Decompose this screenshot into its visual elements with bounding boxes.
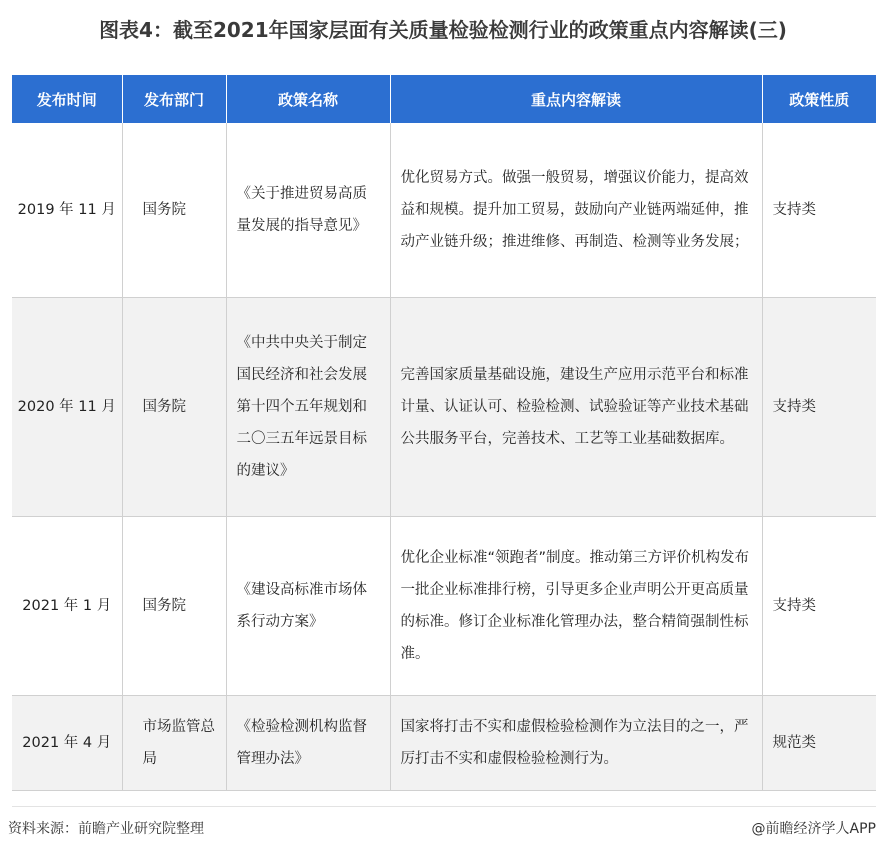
table-row [12,696,876,791]
header-nature: 政策性质 [762,75,876,123]
table-row [12,517,876,696]
cell-content: 优化企业标准“领跑者”制度。推动第三方评价机构发布一批企业标准排行榜，引导更多企业声明公开更高质量的标准。修订企业标准化管理办法，整合精简强制性标准。 [390,517,762,696]
brand-credit: @前瞻经济学人APP [751,821,876,837]
cell-date: 2019 年 11 月 [12,123,122,298]
header-content: 重点内容解读 [390,75,762,123]
cell-nature: 支持类 [762,123,876,298]
table-row [12,123,876,298]
cell-policy: 《建设高标准市场体系行动方案》 [226,517,390,696]
cell-date: 2021 年 4 月 [12,696,122,791]
header-dept: 发布部门 [122,75,226,123]
header-date: 发布时间 [12,75,122,123]
cell-date: 2020 年 11 月 [12,298,122,517]
cell-content: 完善国家质量基础设施，建设生产应用示范平台和标准计量、认证认可、检验检测、试验验证等产业技术基础公共服务平台，完善技术、工艺等工业基础数据库。 [390,298,762,517]
cell-content: 国家将打击不实和虚假检验检测作为立法目的之一，严厉打击不实和虚假检验检测行为。 [390,696,762,791]
cell-policy: 《关于推进贸易高质量发展的指导意见》 [226,123,390,298]
cell-nature: 支持类 [762,517,876,696]
cell-dept: 市场监管总局 [122,696,226,791]
cell-nature: 支持类 [762,298,876,517]
cell-content: 优化贸易方式。做强一般贸易，增强议价能力，提高效益和规模。提升加工贸易，鼓励向产业链两端延伸，推动产业链升级；推进维修、再制造、检测等业务发展； [390,123,762,298]
policy-table [12,75,876,791]
cell-dept: 国务院 [122,298,226,517]
footer-divider [12,806,876,807]
source-note: 资料来源：前瞻产业研究院整理 [8,821,204,837]
cell-dept: 国务院 [122,123,226,298]
table-row [12,298,876,517]
cell-nature: 规范类 [762,696,876,791]
cell-policy: 《中共中央关于制定国民经济和社会发展第十四个五年规划和二〇三五年远景目标的建议》 [226,298,390,517]
header-policy: 政策名称 [226,75,390,123]
table-header-row [12,75,876,123]
cell-policy: 《检验检测机构监督管理办法》 [226,696,390,791]
cell-date: 2021 年 1 月 [12,517,122,696]
chart-title: 图表4：截至2021年国家层面有关质量检验检测行业的政策重点内容解读(三) [99,18,787,42]
cell-dept: 国务院 [122,517,226,696]
